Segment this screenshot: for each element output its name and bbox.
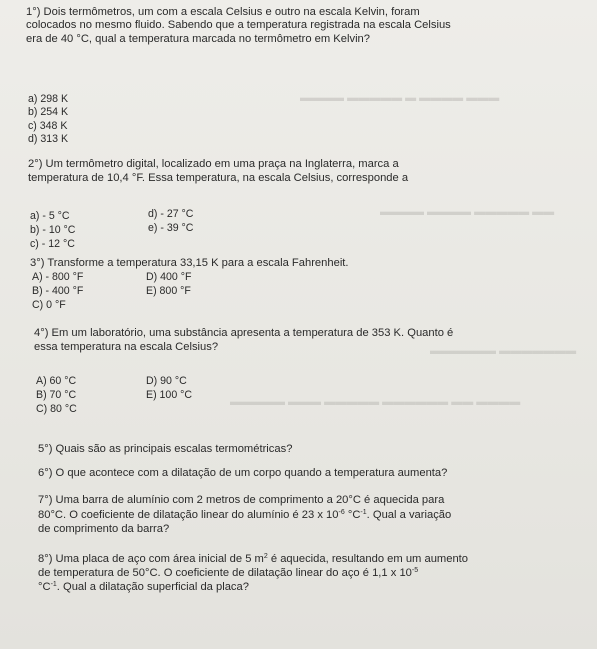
q8-text: 8°) Uma placa de aço com área inicial de 5 m <box>38 553 264 565</box>
q3-option: D) 400 °F <box>146 271 192 283</box>
q2-text-line: 2°) Um termômetro digital, localizado em uma praça na Inglaterra, marca a <box>28 158 399 170</box>
q8-text-line <box>38 581 249 594</box>
q1-option: b) 254 K <box>28 106 69 118</box>
q3-text-line: 3°) Transforme a temperatura 33,15 K para a escala Fahrenheit. <box>30 257 349 269</box>
q2-option: b) - 10 °C <box>30 224 76 236</box>
q7-text-line: de comprimento da barra? <box>38 523 170 535</box>
q8-text-line <box>38 553 468 566</box>
q4-option: A) 60 °C <box>36 375 77 387</box>
q7-unit: °C <box>344 509 361 521</box>
bleed-through-mark: ▬▬▬▬▬▬▬ ▬▬▬▬▬▬ <box>430 345 577 357</box>
q4-option: B) 70 °C <box>36 389 77 401</box>
q7-text-line <box>38 509 451 522</box>
q8-exponent: 2 <box>263 553 268 560</box>
q8-exponent: -1 <box>50 581 57 588</box>
q8-text-line <box>38 567 418 580</box>
q8-text: de temperatura de 50°C. O coeficiente de dilatação linear do aço é 1,1 x 10 <box>38 567 412 579</box>
q1-text-line: era de 40 °C, qual a temperatura marcada no termômetro em Kelvin? <box>26 33 370 45</box>
q2-option: d) - 27 °C <box>148 208 194 220</box>
q1-option: c) 348 K <box>28 120 68 132</box>
q2-option: e) - 39 °C <box>148 222 194 234</box>
q8-exponent: -5 <box>411 567 419 574</box>
q4-option: C) 80 °C <box>36 403 77 415</box>
q4-option: D) 90 °C <box>146 375 187 387</box>
q3-option: B) - 400 °F <box>32 285 84 297</box>
q1-text-line: colocados no mesmo fluido. Sabendo que a temperatura registrada na escala Celsius <box>26 19 451 31</box>
q4-option: E) 100 °C <box>146 389 193 401</box>
q8-unit: °C <box>38 581 51 593</box>
bleed-through-mark: ▬▬ ▬▬▬▬▬ ▬▬▬▬ ▬▬▬▬ <box>380 206 555 218</box>
q5-text-line: 5°) Quais são as principais escalas termométricas? <box>38 443 293 455</box>
q8-text: é aquecida, resultando em um aumento <box>267 553 469 565</box>
q2-option: c) - 12 °C <box>30 238 75 250</box>
q3-option: C) 0 °F <box>32 299 66 311</box>
q8-text: . Qual a dilatação superficial da placa? <box>56 581 249 593</box>
q3-option: E) 800 °F <box>146 285 191 297</box>
q1-option: a) 298 K <box>28 93 69 105</box>
q7-exponent: -6 <box>338 509 345 516</box>
q7-text: 80°C. O coeficiente de dilatação linear do alumínio é 23 x 10 <box>38 509 339 521</box>
q7-text-line: 7°) Uma barra de alumínio com 2 metros de comprimento a 20°C é aquecida para <box>38 494 445 506</box>
q7-text: . Qual a variação <box>366 509 452 521</box>
q1-option: d) 313 K <box>28 133 69 145</box>
q6-text-line: 6°) O que acontece com a dilatação de um corpo quando a temperatura aumenta? <box>38 467 448 479</box>
q4-text-line: essa temperatura na escala Celsius? <box>34 341 219 353</box>
q7-exponent: -1 <box>360 509 367 516</box>
q3-option: A) - 800 °F <box>32 271 84 283</box>
bleed-through-mark: ▬▬▬ ▬▬▬▬ ▬ ▬▬▬▬▬ ▬▬▬▬ <box>300 92 500 104</box>
q2-option: a) - 5 °C <box>30 210 70 222</box>
q4-text-line: 4°) Em um laboratório, uma substância apresenta a temperatura de 353 K. Quanto é <box>34 327 454 339</box>
q1-text-line: 1°) Dois termômetros, um com a escala Celsius e outro na escala Kelvin, foram <box>26 6 420 18</box>
q2-text-line: temperatura de 10,4 °F. Essa temperatura, na escala Celsius, corresponde a <box>28 172 409 184</box>
bleed-through-mark: ▬▬▬▬ ▬▬ ▬▬▬▬▬▬ ▬▬▬▬▬ ▬▬▬ ▬▬▬▬▬ <box>230 396 521 408</box>
